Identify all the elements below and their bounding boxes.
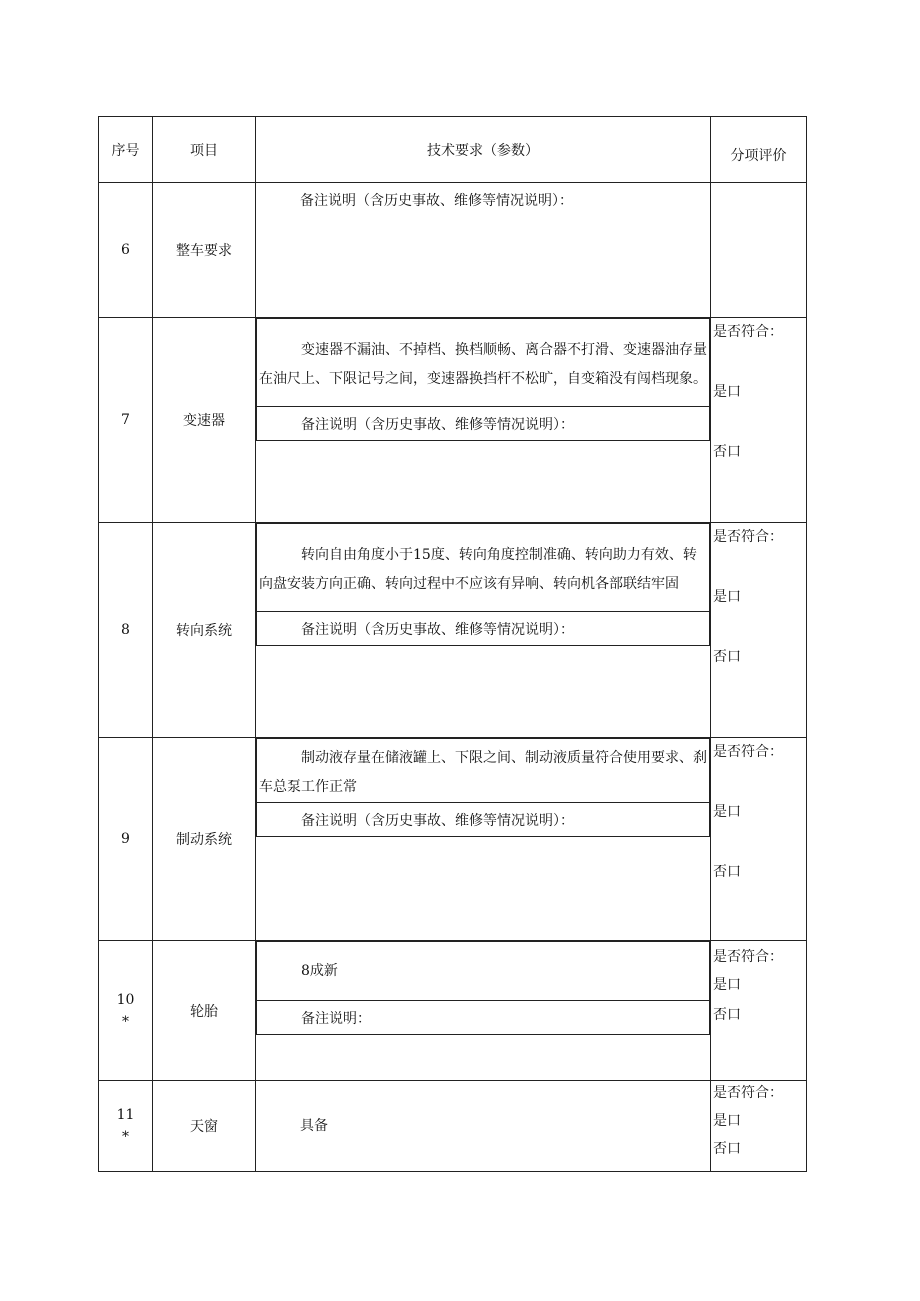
row-spec: 8成新 bbox=[301, 962, 338, 979]
row-no: 7 bbox=[99, 318, 153, 523]
row-note: 备注说明（含历史事故、维修等情况说明）： bbox=[301, 622, 574, 638]
row-eval bbox=[711, 318, 807, 523]
yes-checkbox[interactable]: 是口 bbox=[713, 1113, 741, 1129]
row-item: 整车要求 bbox=[153, 183, 256, 318]
header-evaluation: 分项评价 bbox=[711, 117, 807, 183]
row-note: 备注说明（含历史事故、维修等情况说明）： bbox=[301, 417, 574, 433]
conform-label: 是否符合： bbox=[713, 1085, 783, 1101]
row-no: 9 bbox=[99, 738, 153, 941]
table-row bbox=[99, 941, 807, 1081]
row-no: 11 bbox=[116, 1107, 135, 1123]
row-eval bbox=[711, 738, 807, 941]
no-checkbox[interactable]: 否口 bbox=[713, 444, 741, 460]
row-eval bbox=[711, 941, 807, 1081]
row-item: 转向系统 bbox=[153, 523, 256, 738]
row-spec: 制动液存量在储液罐上、下限之间、制动液质量符合使用要求、刹车总泵工作正常 bbox=[259, 749, 707, 795]
row-eval bbox=[711, 523, 807, 738]
row-item: 制动系统 bbox=[153, 738, 256, 941]
row-eval bbox=[711, 1081, 807, 1172]
row-item: 轮胎 bbox=[153, 941, 256, 1081]
no-checkbox[interactable]: 否口 bbox=[713, 864, 741, 880]
row-spec: 转向自由角度小于15度、转向角度控制准确、转向助力有效、转向盘安装方向正确、转向过程中不应该有异响、转向机各部联结牢固 bbox=[259, 546, 697, 592]
row-note: 备注说明（含历史事故、维修等情况说明）： bbox=[301, 813, 574, 829]
header-requirement: 技术要求（参数） bbox=[256, 117, 711, 183]
row-spec: 具备 bbox=[300, 1117, 328, 1134]
conform-label: 是否符合： bbox=[713, 744, 783, 760]
no-checkbox[interactable]: 否口 bbox=[713, 649, 741, 665]
row-note: 备注说明（含历史事故、维修等情况说明）： bbox=[300, 193, 573, 209]
row-no: 8 bbox=[99, 523, 153, 738]
table-row bbox=[99, 318, 807, 523]
conform-label: 是否符合： bbox=[713, 949, 783, 965]
yes-checkbox[interactable]: 是口 bbox=[713, 384, 741, 400]
table-row bbox=[99, 738, 807, 941]
header-row bbox=[99, 117, 807, 183]
row-spec: 变速器不漏油、不掉档、换档顺畅、离合器不打滑、变速器油存量在油尺上、下限记号之间，变速器换挡杆不松旷，自变箱没有闯档现象。 bbox=[259, 341, 707, 387]
yes-checkbox[interactable]: 是口 bbox=[713, 589, 741, 605]
row-star: * bbox=[122, 1129, 129, 1145]
row-item: 天窗 bbox=[153, 1081, 256, 1172]
row-item: 变速器 bbox=[153, 318, 256, 523]
row-eval bbox=[711, 183, 807, 318]
table-row bbox=[99, 183, 807, 318]
row-note: 备注说明： bbox=[301, 1011, 371, 1027]
table-row bbox=[99, 523, 807, 738]
row-no: 6 bbox=[99, 183, 153, 318]
spec-table bbox=[98, 116, 807, 1172]
row-star: * bbox=[122, 1013, 129, 1030]
conform-label: 是否符合： bbox=[713, 529, 783, 545]
no-checkbox[interactable]: 否口 bbox=[713, 1141, 741, 1157]
header-no: 序号 bbox=[99, 117, 153, 183]
header-item: 项目 bbox=[153, 117, 256, 183]
table-row bbox=[99, 1081, 807, 1172]
conform-label: 是否符合： bbox=[713, 324, 783, 340]
yes-checkbox[interactable]: 是口 bbox=[713, 804, 741, 820]
row-no: 10 bbox=[116, 991, 135, 1008]
no-checkbox[interactable]: 否口 bbox=[713, 1007, 741, 1023]
yes-checkbox[interactable]: 是口 bbox=[713, 977, 741, 993]
